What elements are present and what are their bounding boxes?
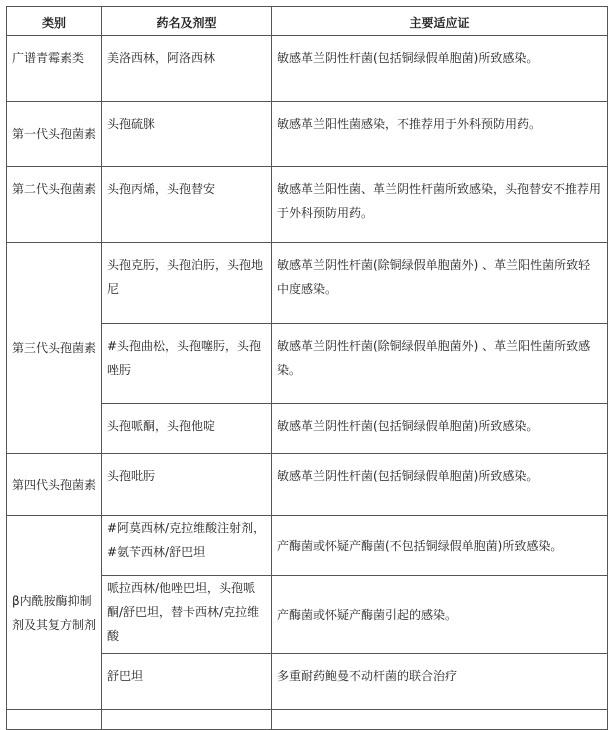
drug-cell: 头孢克肟，头孢泊肟，头孢地尼 bbox=[102, 243, 272, 324]
drug-cell: 美洛西林，阿洛西林 bbox=[102, 36, 272, 102]
category-cell: β内酰胺酶抑制剂及其复方制剂 bbox=[7, 516, 102, 710]
table-row bbox=[7, 167, 608, 243]
empty-cell bbox=[272, 710, 608, 730]
category-cell: 第三代头孢菌素 bbox=[7, 243, 102, 454]
table-row bbox=[7, 36, 608, 102]
indication-cell: 敏感革兰阴性杆菌(包括铜绿假单胞菌)所致感染。 bbox=[272, 404, 608, 454]
indication-cell: 敏感革兰阴性杆菌(包括铜绿假单胞菌)所致感染。 bbox=[272, 454, 608, 516]
antibiotic-table bbox=[6, 6, 608, 730]
table-row bbox=[7, 710, 608, 730]
indication-cell: 敏感革兰阳性菌、革兰阴性杆菌所致感染，头孢替安不推荐用于外科预防用药。 bbox=[272, 167, 608, 243]
indication-cell: 敏感革兰阳性菌感染，不推荐用于外科预防用药。 bbox=[272, 102, 608, 167]
drug-cell: 头孢丙烯，头孢替安 bbox=[102, 167, 272, 243]
table-row bbox=[7, 454, 608, 516]
drug-cell: 头孢硫脒 bbox=[102, 102, 272, 167]
category-cell: 广谱青霉素类 bbox=[7, 36, 102, 102]
indication-cell: 敏感革兰阴性杆菌(包括铜绿假单胞菌)所致感染。 bbox=[272, 36, 608, 102]
category-cell: 第四代头孢菌素 bbox=[7, 454, 102, 516]
table-row bbox=[7, 102, 608, 167]
header-category: 类别 bbox=[7, 7, 102, 36]
indication-cell: 敏感革兰阴性杆菌(除铜绿假单胞菌外) 、革兰阳性菌所致感染。 bbox=[272, 324, 608, 404]
indication-cell: 多重耐药鲍曼不动杆菌的联合治疗 bbox=[272, 654, 608, 710]
indication-cell: 产酶菌或怀疑产酶菌引起的感染。 bbox=[272, 576, 608, 654]
drug-cell: 头孢吡肟 bbox=[102, 454, 272, 516]
table-row bbox=[7, 516, 608, 576]
drug-cell: #头孢曲松，头孢噻肟，头孢唑肟 bbox=[102, 324, 272, 404]
drug-cell: 哌拉西林/他唑巴坦，头孢哌酮/舒巴坦，替卡西林/克拉维酸 bbox=[102, 576, 272, 654]
header-indication: 主要适应证 bbox=[272, 7, 608, 36]
drug-cell: 头孢哌酮，头孢他啶 bbox=[102, 404, 272, 454]
category-cell: 第二代头孢菌素 bbox=[7, 167, 102, 243]
header-drug: 药名及剂型 bbox=[102, 7, 272, 36]
indication-cell: 敏感革兰阴性杆菌(除铜绿假单胞菌外) 、革兰阳性菌所致轻中度感染。 bbox=[272, 243, 608, 324]
drug-cell: 舒巴坦 bbox=[102, 654, 272, 710]
category-cell: 第一代头孢菌素 bbox=[7, 102, 102, 167]
empty-cell bbox=[102, 710, 272, 730]
indication-cell: 产酶菌或怀疑产酶菌(不包括铜绿假单胞菌)所致感染。 bbox=[272, 516, 608, 576]
empty-cell bbox=[7, 710, 102, 730]
table-row bbox=[7, 243, 608, 324]
drug-cell: #阿莫西林/克拉维酸注射剂，#氨苄西林/舒巴坦 bbox=[102, 516, 272, 576]
header-row bbox=[7, 7, 608, 36]
